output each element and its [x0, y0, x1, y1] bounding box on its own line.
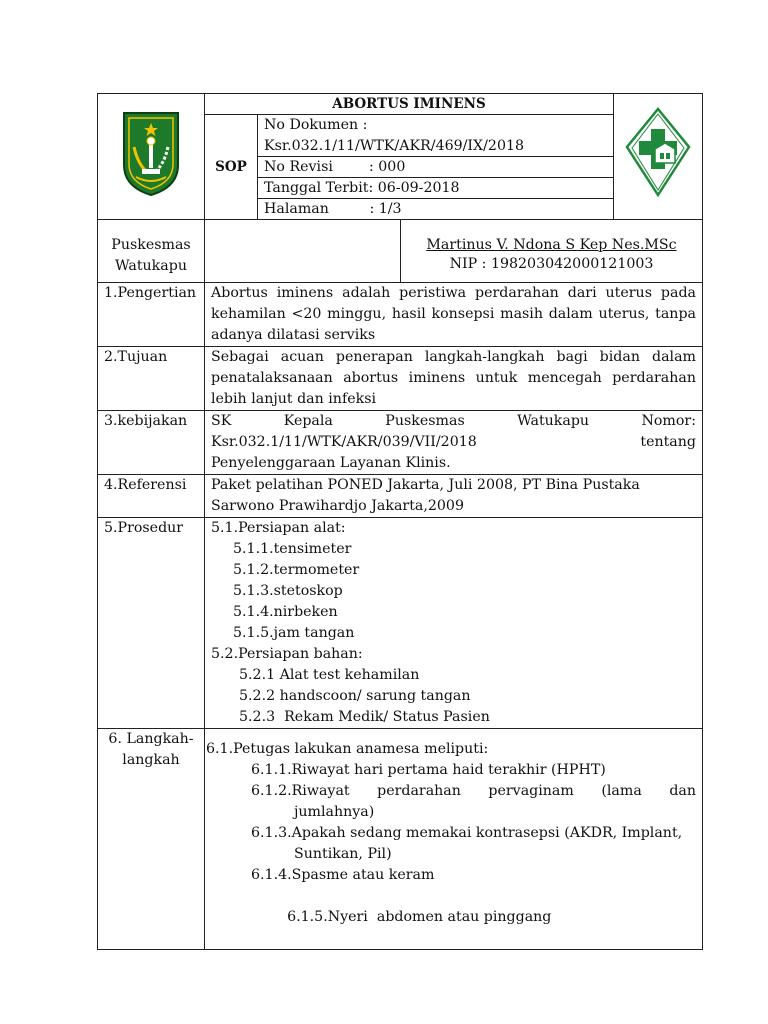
section-text-langkah	[205, 729, 703, 950]
no-dokumen-value: Ksr.032.1/11/WTK/AKR/469/IX/2018	[258, 136, 614, 157]
signer-nip: NIP : 198203042000121003	[449, 256, 654, 272]
langkah-label-line2: langkah	[122, 752, 180, 768]
list-item: 5.1.3.stetoskop	[233, 583, 343, 599]
document-title: ABORTUS IMINENS	[205, 94, 614, 115]
section-label-langkah	[98, 729, 205, 950]
section-label-tujuan: 2.Tujuan	[98, 347, 205, 411]
list-item: 5.1.5.jam tangan	[233, 625, 355, 641]
item-number: 6.1.5.	[287, 909, 328, 925]
item-text: Nyeri abdomen atau pinggang	[327, 909, 552, 925]
item-text: Spasme atau keram	[291, 867, 435, 883]
sop-body-table	[97, 219, 703, 950]
regional-emblem-icon	[120, 107, 182, 199]
sop-label: SOP	[205, 115, 258, 220]
section-text-pengertian: Abortus iminens adalah peristiwa perdarahan dari uterus pada kehamilan <20 minggu, hasil konsepsi masih dalam uterus, tanpa adanya dilatasi serviks	[205, 283, 703, 347]
halaman: Halaman : 1/3	[258, 199, 614, 220]
prosedur-bahan-heading: 5.2.Persiapan bahan:	[211, 646, 363, 662]
list-item: 5.2.3 Rekam Medik/ Status Pasien	[239, 709, 490, 725]
list-item	[206, 781, 696, 802]
item-text: Apakah sedang memakai kontrasepsi (AKDR, Implant,	[291, 825, 683, 841]
list-item	[206, 823, 696, 844]
list-item: 5.1.2.termometer	[233, 562, 360, 578]
kebijakan-line1	[211, 411, 696, 432]
item-text	[292, 781, 696, 802]
list-item	[206, 865, 696, 886]
list-item: 5.2.1 Alat test kehamilan	[239, 667, 420, 683]
list-item: 5.1.1.tensimeter	[233, 541, 352, 557]
tanggal-terbit: Tanggal Terbit: 06-09-2018	[258, 178, 614, 199]
section-label-referensi: 4.Referensi	[98, 475, 205, 518]
puskesmas-cell	[98, 220, 205, 283]
item-number: 6.1.4.	[251, 867, 292, 883]
item-number: 6.1.3.	[251, 825, 292, 841]
langkah-label-line1: 6. Langkah-	[108, 731, 194, 747]
sop-header-table	[97, 93, 703, 220]
item-continuation: Suntikan, Pil)	[294, 846, 392, 862]
kebijakan-word: Nomor:	[641, 413, 696, 429]
sop-document	[97, 93, 702, 950]
regional-emblem-cell	[98, 94, 205, 220]
item-word: pervaginam	[488, 783, 574, 799]
item-word: (lama	[601, 783, 642, 799]
kebijakan-word: Watukapu	[517, 413, 590, 429]
item-word: Riwayat	[291, 783, 350, 799]
item-number: 6.1.1.	[251, 762, 292, 778]
section-label-pengertian: 1.Pengertian	[98, 283, 205, 347]
kebijakan-word: tentang	[640, 434, 696, 450]
langkah-heading: 6.1.Petugas lakukan anamesa meliputi:	[206, 741, 489, 757]
no-revisi: No Revisi : 000	[258, 157, 614, 178]
list-item	[206, 886, 696, 949]
no-dokumen-label: No Dokumen :	[258, 115, 614, 136]
section-text-tujuan: Sebagai acuan penerapan langkah-langkah bagi bidan dalam penatalaksanaan abortus iminens untuk mencegah perdarahan lebih lanjut dan infeksi	[205, 347, 703, 411]
prosedur-alat-heading: 5.1.Persiapan alat:	[211, 520, 346, 536]
item-number: 6.1.2.	[251, 783, 292, 799]
puskesmas-cross-logo-icon	[625, 107, 691, 199]
section-text-kebijakan	[205, 411, 703, 475]
list-item: 5.2.2 handscoon/ sarung tangan	[239, 688, 471, 704]
kebijakan-sk-number: Ksr.032.1/11/WTK/AKR/039/VII/2018	[211, 434, 477, 450]
kebijakan-word: SK	[211, 413, 232, 429]
section-label-kebijakan: 3.kebijakan	[98, 411, 205, 475]
item-word: perdarahan	[377, 783, 461, 799]
item-text: Riwayat hari pertama haid terakhir (HPHT)	[291, 762, 606, 778]
section-text-referensi: Paket pelatihan PONED Jakarta, Juli 2008, PT Bina Pustaka Sarwono Prawihardjo Jakarta,2009	[205, 475, 703, 518]
section-label-prosedur: 5.Prosedur	[98, 518, 205, 729]
kebijakan-word: Puskesmas	[385, 413, 465, 429]
puskesmas-name-line1: Puskesmas	[111, 237, 191, 253]
kebijakan-line2	[211, 432, 696, 453]
section-text-prosedur	[205, 518, 703, 729]
item-continuation: jumlahnya)	[294, 804, 375, 820]
kebijakan-word: Kepala	[283, 413, 333, 429]
list-item: 5.1.4.nirbeken	[233, 604, 338, 620]
signer-cell	[401, 220, 703, 283]
item-word: dan	[669, 783, 696, 799]
kebijakan-line3: Penyelenggaraan Layanan Klinis.	[211, 455, 451, 471]
puskesmas-name-line2: Watukapu	[115, 258, 187, 274]
list-item	[206, 760, 696, 781]
signature-blank-cell	[205, 220, 401, 283]
signer-name: Martinus V. Ndona S Kep Nes.MSc	[426, 237, 677, 253]
puskesmas-logo-cell	[614, 94, 703, 220]
